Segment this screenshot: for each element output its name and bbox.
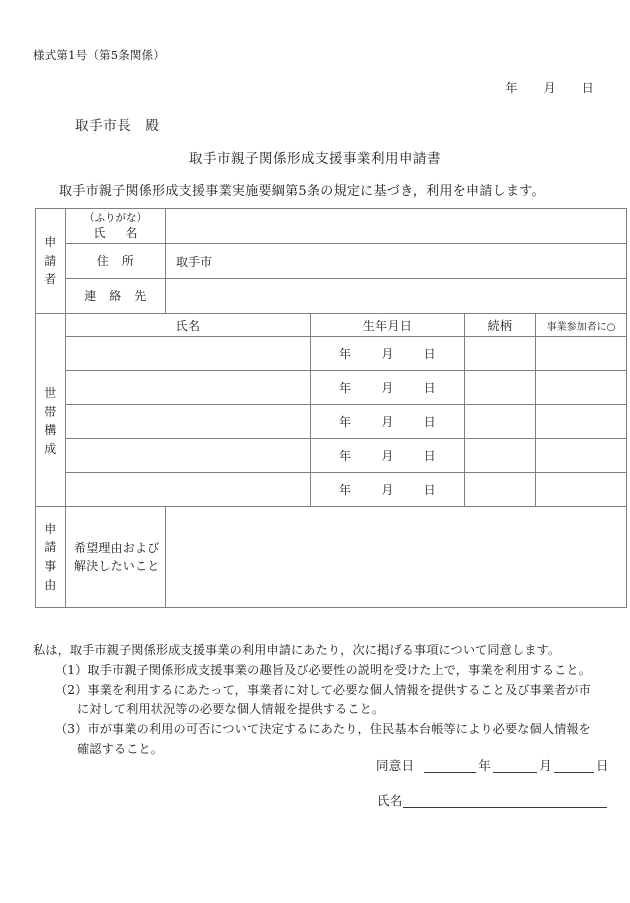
household-dob-field[interactable] xyxy=(311,337,465,371)
dob-month-unit: 月 xyxy=(381,483,394,497)
dob-month-unit: 月 xyxy=(381,381,394,395)
applicant-side-label: 申 請 者 xyxy=(36,209,66,314)
dob-year-unit: 年 xyxy=(339,381,352,395)
household-relation-field[interactable] xyxy=(465,405,536,439)
household-name-field[interactable] xyxy=(66,337,311,371)
consent-date-month-input[interactable] xyxy=(493,757,537,773)
consent-item-2: （2）事業を利用するにあたって，事業者に対して必要な個人情報を提供すること及び事業者が市に対して利用状況等の必要な個人情報を提供すること。 xyxy=(55,682,591,717)
household-col-relation: 続柄 xyxy=(465,314,536,337)
addressee-line xyxy=(75,114,160,134)
household-relation-field[interactable] xyxy=(465,473,536,507)
reason-sub-label-line1: 希望理由および xyxy=(74,541,160,555)
page-title: 取手市親子関係形成支援事業利用申請書 xyxy=(189,151,441,167)
consent-item-3: （3）市が事業の利用の可否について決定するにあたり，住民基本台帳等により必要な個人情報を確認すること。 xyxy=(55,722,591,756)
signature-name-label: 氏名 xyxy=(377,793,403,808)
dob-month-unit: 月 xyxy=(381,449,394,463)
household-name-field[interactable] xyxy=(66,473,311,507)
household-row xyxy=(36,337,627,371)
consent-date-year-unit: 年 xyxy=(478,758,492,773)
consent-lead: 私は，取手市親子関係形成支援事業の利用申請にあたり，次に掲げる事項について同意します。 xyxy=(33,643,561,657)
reason-sub-label-line2: 解決したいこと xyxy=(74,559,160,573)
household-row xyxy=(36,473,627,507)
household-relation-field[interactable] xyxy=(465,371,536,405)
applicant-address-field[interactable]: 取手市 xyxy=(166,244,627,279)
signature-name-line xyxy=(377,791,607,809)
dob-month-unit: 月 xyxy=(381,347,394,361)
household-participant-field[interactable] xyxy=(536,337,627,371)
household-participant-field[interactable] xyxy=(536,405,627,439)
reason-text-field[interactable] xyxy=(166,507,627,608)
household-participant-field[interactable] xyxy=(536,371,627,405)
dob-day-unit: 日 xyxy=(423,483,436,497)
household-dob-field[interactable] xyxy=(311,371,465,405)
household-dob-field[interactable] xyxy=(311,473,465,507)
dob-day-unit: 日 xyxy=(423,449,436,463)
household-participant-field[interactable] xyxy=(536,473,627,507)
application-form-table xyxy=(35,208,627,608)
header-date-day: 日 xyxy=(581,81,594,95)
consent-date-year-input[interactable] xyxy=(424,757,476,773)
reason-sub-label xyxy=(66,507,166,608)
form-code-label: 様式第1号（第5条関係） xyxy=(33,48,166,62)
dob-year-unit: 年 xyxy=(339,347,352,361)
applicant-address-label: 住 所 xyxy=(66,244,166,279)
dob-year-unit: 年 xyxy=(339,415,352,429)
consent-item-1: （1）取手市親子関係形成支援事業の趣旨及び必要性の説明を受けた上で，事業を利用すること。 xyxy=(55,662,591,677)
applicant-name-field[interactable] xyxy=(166,209,627,244)
addressee-honorific: 殿 xyxy=(145,118,160,134)
household-col-dob: 生年月日 xyxy=(311,314,465,337)
intro-sentence: 取手市親子関係形成支援事業実施要綱第5条の規定に基づき，利用を申請します。 xyxy=(59,184,545,199)
dob-month-unit: 月 xyxy=(381,415,394,429)
consent-block xyxy=(33,641,599,760)
household-name-field[interactable] xyxy=(66,371,311,405)
dob-year-unit: 年 xyxy=(339,449,352,463)
consent-date-day-input[interactable] xyxy=(554,757,594,773)
reason-side-label: 申 請 事 由 xyxy=(36,507,66,608)
reason-row xyxy=(36,507,627,608)
household-side-label: 世 帯 構 成 xyxy=(36,337,66,507)
household-col-participant: 事業参加者に○ xyxy=(536,314,627,337)
household-row xyxy=(36,405,627,439)
applicant-contact-field[interactable] xyxy=(166,279,627,314)
applicant-row-contact xyxy=(36,279,627,314)
household-header-row xyxy=(36,314,627,337)
household-dob-field[interactable] xyxy=(311,405,465,439)
dob-day-unit: 日 xyxy=(423,381,436,395)
household-dob-field[interactable] xyxy=(311,439,465,473)
addressee-name: 取手市長 xyxy=(75,118,132,134)
dob-day-unit: 日 xyxy=(423,347,436,361)
household-col-name: 氏名 xyxy=(66,314,311,337)
consent-date-day-unit: 日 xyxy=(596,758,609,773)
household-name-field[interactable] xyxy=(66,405,311,439)
household-row xyxy=(36,439,627,473)
signature-name-input[interactable] xyxy=(403,792,607,808)
furigana-label: （ふりがな） xyxy=(84,211,147,224)
household-row xyxy=(36,371,627,405)
household-participant-field[interactable] xyxy=(536,439,627,473)
household-relation-field[interactable] xyxy=(465,439,536,473)
dob-day-unit: 日 xyxy=(423,415,436,429)
dob-year-unit: 年 xyxy=(339,483,352,497)
name-label: 氏 名 xyxy=(93,225,142,240)
household-header-spacer xyxy=(36,314,66,337)
applicant-row-address xyxy=(36,244,627,279)
header-date-year: 年 xyxy=(505,81,518,95)
header-date-month: 月 xyxy=(543,81,556,95)
consent-date-month-unit: 月 xyxy=(539,758,553,773)
header-date-line xyxy=(505,79,594,96)
consent-date-label: 同意日 xyxy=(376,758,415,773)
household-relation-field[interactable] xyxy=(465,337,536,371)
consent-date-line xyxy=(376,756,611,774)
applicant-row-name xyxy=(36,209,627,244)
applicant-name-label xyxy=(66,209,166,244)
household-name-field[interactable] xyxy=(66,439,311,473)
applicant-contact-label: 連 絡 先 xyxy=(66,279,166,314)
